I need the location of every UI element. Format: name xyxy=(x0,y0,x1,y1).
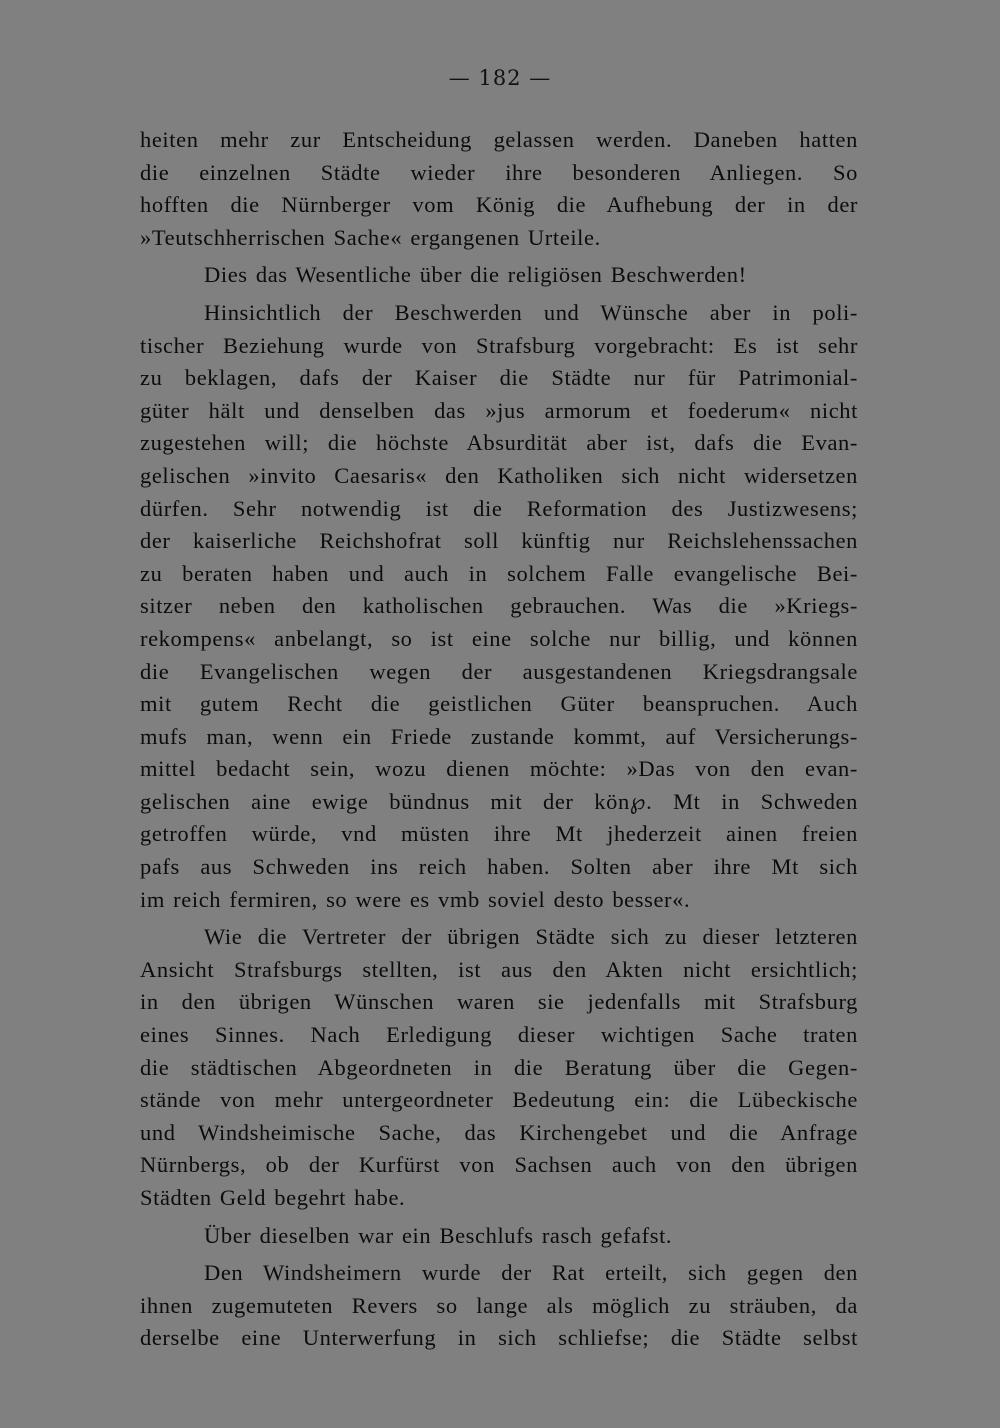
text-line: die Evangelischen wegen der ausgestandenen Kriegsdrangsale xyxy=(140,658,858,684)
text-line: zu beraten haben und auch in solchem Falle evangelische Bei- xyxy=(140,560,858,586)
text-line: güter hält und denselben das »jus armorum et foederum« nicht xyxy=(140,397,858,423)
text-line: zu beklagen, dafs der Kaiser die Städte nur für Patrimonial- xyxy=(140,365,858,391)
text-line: ihnen zugemuteten Revers so lange als möglich zu sträuben, da xyxy=(140,1292,858,1318)
text-line: tischer Beziehung wurde von Strafsburg vorgebracht: Es ist sehr xyxy=(140,332,858,358)
text-line: in den übrigen Wünschen waren sie jedenfalls mit Strafsburg xyxy=(140,989,858,1015)
text-line: der kaiserliche Reichshofrat soll künftig nur Reichslehenssachen xyxy=(140,528,858,554)
body-text xyxy=(140,124,858,1355)
text-line: hofften die Nürnberger vom König die Aufhebung der in der xyxy=(140,192,858,218)
text-line: »Teutschherrischen Sache« ergangenen Urteile. xyxy=(140,224,601,250)
text-line: Wie die Vertreter der übrigen Städte sich zu dieser letzteren xyxy=(204,924,858,950)
text-line: gelischen aine ewige bündnus mit der kön℘. Mt in Schweden xyxy=(140,788,858,814)
text-line: Städten Geld begehrt habe. xyxy=(140,1185,406,1210)
text-line: stände von mehr untergeordneter Bedeutung ein: die Lübeckische xyxy=(140,1087,858,1113)
text-line: heiten mehr zur Entscheidung gelassen werden. Daneben hatten xyxy=(140,127,858,152)
text-line: die einzelnen Städte wieder ihre besonderen Anliegen. So xyxy=(140,159,858,185)
text-line: mit gutem Recht die geistlichen Güter beanspruchen. Auch xyxy=(140,691,858,717)
text-line: gelischen »invito Caesaris« den Katholiken sich nicht widersetzen xyxy=(140,462,858,488)
text-line: Den Windsheimern wurde der Rat erteilt, sich gegen den xyxy=(204,1260,858,1286)
text-line: getroffen würde, vnd müsten ihre Mt jhederzeit ainen freien xyxy=(140,821,858,847)
text-line: dürfen. Sehr notwendig ist die Reformation des Justizwesens; xyxy=(140,495,858,521)
text-line: Über dieselben war ein Beschlufs rasch gefafst. xyxy=(204,1222,673,1248)
text-line: im reich fermiren, so were es vmb soviel desto besser«. xyxy=(140,886,691,912)
text-line: pafs aus Schweden ins reich haben. Solten aber ihre Mt sich xyxy=(140,854,858,880)
text-line: Nürnbergs, ob der Kurfürst von Sachsen auch von den übrigen xyxy=(140,1152,858,1178)
text-line: eines Sinnes. Nach Erledigung dieser wichtigen Sache traten xyxy=(140,1022,858,1048)
text-line: derselbe eine Unterwerfung in sich schliefse; die Städte selbst xyxy=(140,1325,858,1351)
text-line: Dies das Wesentliche über die religiösen Beschwerden! xyxy=(204,262,747,288)
text-line: mittel bedacht sein, wozu dienen möchte: »Das von den evan- xyxy=(140,756,858,782)
page-number: — 182 — xyxy=(448,66,552,90)
text-line: mufs man, wenn ein Friede zustande kommt, auf Versicherungs- xyxy=(140,723,858,749)
text-line: Hinsichtlich der Beschwerden und Wünsche aber in poli- xyxy=(204,299,858,325)
text-line: rekompens« anbelangt, so ist eine solche nur billig, und können xyxy=(140,625,858,651)
text-line: zugestehen will; die höchste Absurdität aber ist, dafs die Evan- xyxy=(140,430,858,456)
text-line: und Windsheimische Sache, das Kirchengebet und die Anfrage xyxy=(140,1119,858,1145)
text-line: sitzer neben den katholischen gebrauchen. Was die »Kriegs- xyxy=(140,593,858,619)
text-line: Ansicht Strafsburgs stellten, ist aus den Akten nicht ersichtlich; xyxy=(140,956,858,982)
text-line: die städtischen Abgeordneten in die Beratung über die Gegen- xyxy=(140,1054,858,1080)
